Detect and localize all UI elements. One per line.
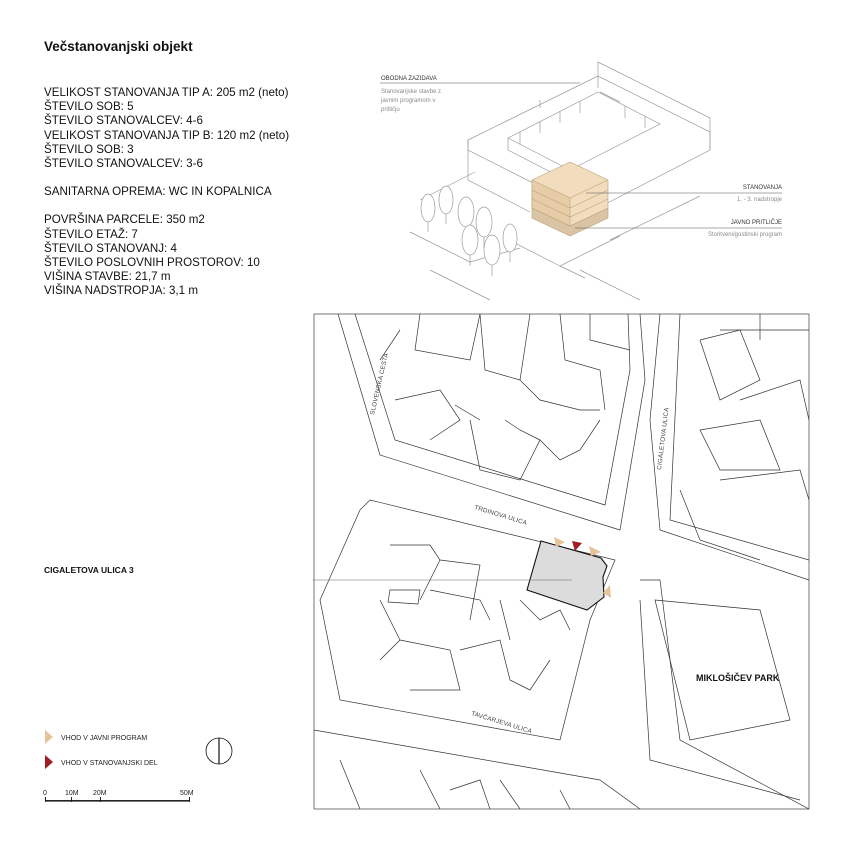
obodna-desc: javnim programom v	[381, 98, 436, 104]
legend-residential-entry: VHOD V STANOVANJSKI DEL	[61, 760, 158, 767]
scale-label: 20M	[93, 790, 107, 797]
javno-label: JAVNO PRITLIČJE	[730, 220, 782, 226]
stanovanja-desc: 1. - 3. nadstropje	[736, 197, 782, 203]
spec-line: ŠTEVILO POSLOVNIH PROSTOROV: 10	[44, 256, 260, 270]
obodna-desc: Stanovanjske stavbe z	[381, 89, 442, 95]
spec-line: SANITARNA OPREMA: WC IN KOPALNICA	[44, 185, 272, 199]
spec-line: ŠTEVILO SOB: 5	[44, 100, 134, 114]
site-label: CIGALETOVA ULICA 3	[44, 565, 134, 575]
street-cigaletova: CIGALETOVA ULICA	[656, 407, 671, 471]
scale-label: 10M	[65, 790, 79, 797]
spec-line: ŠTEVILO ETAŽ: 7	[44, 227, 138, 241]
obodna-label: OBODNA ZAZIDAVA	[381, 76, 437, 82]
obodna-desc: pritličju	[381, 107, 400, 113]
park-label: MIKLOŠIČEV PARK	[696, 673, 780, 683]
north-arrow-icon	[206, 738, 232, 764]
street-slovenska: SLOVENSKA CESTA	[369, 352, 391, 416]
spec-line: ŠTEVILO STANOVALCEV: 4-6	[44, 114, 203, 128]
spec-line: POVRŠINA PARCELE: 350 m2	[44, 213, 205, 227]
scale-label: 0	[43, 790, 47, 797]
legend-public-entry: VHOD V JAVNI PROGRAM	[61, 735, 148, 742]
spec-line: VELIKOST STANOVANJA TIP B: 120 m2 (neto)	[44, 128, 290, 142]
public-entry-legend-icon	[45, 730, 53, 744]
spec-line: VIŠINA NADSTROPJA: 3,1 m	[44, 284, 198, 298]
spec-line: ŠTEVILO STANOVANJ: 4	[44, 241, 177, 255]
spec-line: VIŠINA STAVBE: 21,7 m	[44, 270, 171, 284]
stanovanja-label: STANOVANJA	[742, 185, 782, 191]
scale-label: 50M	[180, 790, 194, 797]
scale-bar	[45, 797, 190, 802]
street-tavcarjeva: TAVČARJEVA ULICA	[470, 710, 533, 736]
page-title: Večstanovanjski objekt	[44, 39, 193, 54]
street-trdinova: TRDINOVA ULICA	[473, 504, 528, 527]
spec-line: ŠTEVILO STANOVALCEV: 3-6	[44, 157, 203, 171]
spec-line: ŠTEVILO SOB: 3	[44, 142, 134, 156]
spec-line: VELIKOST STANOVANJA TIP A: 205 m2 (neto)	[44, 86, 289, 99]
legend-area	[0, 700, 300, 820]
javno-desc: Storitveni/gostinski program	[707, 232, 782, 238]
residential-entry-legend-icon	[45, 755, 53, 769]
